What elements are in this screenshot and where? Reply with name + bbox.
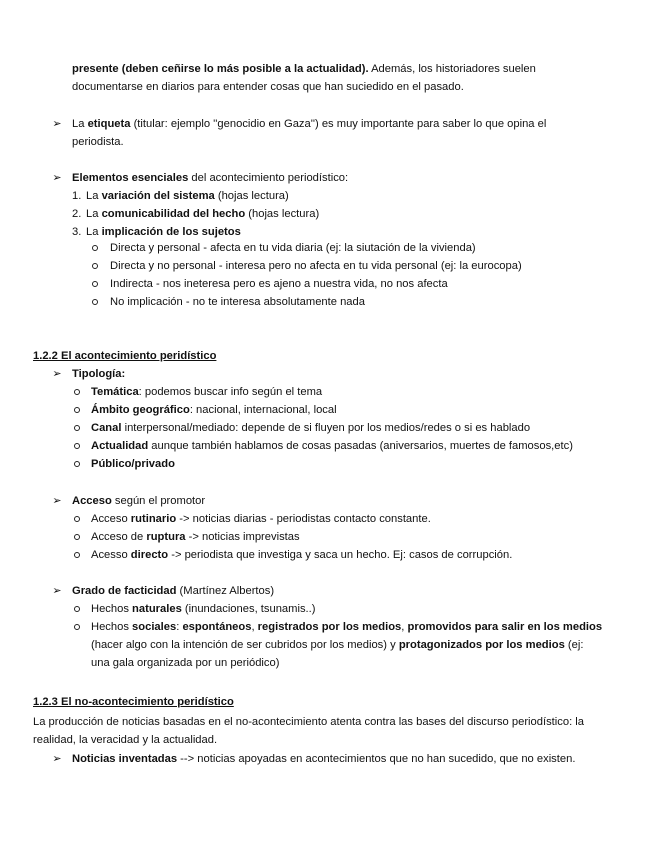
circle-bullet-icon xyxy=(74,425,80,431)
list-item-continued: una gala organizada por un periódico) xyxy=(91,657,280,669)
circle-bullet-icon xyxy=(74,606,80,612)
arrow-bullet-icon: ➢ xyxy=(52,172,62,184)
list-number: 2. xyxy=(72,208,82,220)
list-item: Directa y no personal - interesa pero no afecta en tu vida personal (ej: la eurocopa) xyxy=(110,260,522,272)
list-item: Ámbito geográfico: nacional, internacional, local xyxy=(91,404,337,416)
section-heading: 1.2.2 El acontecimiento peridístico xyxy=(33,350,217,362)
etiqueta-line-2: periodista. xyxy=(72,136,124,148)
circle-bullet-icon xyxy=(74,516,80,522)
circle-bullet-icon xyxy=(74,624,80,630)
list-item: Noticias inventadas --> noticias apoyadas en acontecimientos que no han sucedido, que no existen. xyxy=(72,753,576,765)
tipologia-label: Tipología: xyxy=(72,368,126,380)
grado-heading: Grado de facticidad (Martínez Albertos) xyxy=(72,585,275,597)
circle-bullet-icon xyxy=(74,461,80,467)
list-item: Público/privado xyxy=(91,458,175,470)
arrow-bullet-icon: ➢ xyxy=(52,118,62,130)
paragraph-line: realidad, la veracidad y la actualidad. xyxy=(33,734,218,746)
paragraph-line: La producción de noticias basadas en el no-acontecimiento atenta contra las bases del discurso periodístico: la xyxy=(33,716,585,728)
list-item: La comunicabilidad del hecho (hojas lectura) xyxy=(86,208,320,220)
list-item: Acceso rutinario -> noticias diarias - periodistas contacto constante. xyxy=(91,513,431,525)
intro-line-1: presente (deben ceñirse lo más posible a la actualidad). Además, los historiadores suelen xyxy=(72,63,536,75)
list-item: Temática: podemos buscar info según el tema xyxy=(91,386,323,398)
circle-bullet-icon xyxy=(74,407,80,413)
arrow-bullet-icon: ➢ xyxy=(52,585,62,597)
circle-bullet-icon xyxy=(92,299,98,305)
circle-bullet-icon xyxy=(92,281,98,287)
circle-bullet-icon xyxy=(92,263,98,269)
list-item: Acceso de ruptura -> noticias imprevistas xyxy=(91,531,300,543)
arrow-bullet-icon: ➢ xyxy=(52,368,62,380)
etiqueta-line-1: La etiqueta (titular: ejemplo ''genocidio en Gaza'') es muy importante para saber lo que opina el xyxy=(72,118,547,130)
intro-line-2: documentarse en diarios para entender cosas que han suciedido en el pasado. xyxy=(72,81,464,93)
circle-bullet-icon xyxy=(92,245,98,251)
circle-bullet-icon xyxy=(74,552,80,558)
list-item: Directa y personal - afecta en tu vida diaria (ej: la siutación de la vivienda) xyxy=(110,242,476,254)
list-item: Actualidad aunque también hablamos de cosas pasadas (aniversarios, muertes de famosos,etc) xyxy=(91,440,573,452)
arrow-bullet-icon: ➢ xyxy=(52,495,62,507)
list-item: Hechos naturales (inundaciones, tsunamis..) xyxy=(91,603,316,615)
list-item: No implicación - no te interesa absolutamente nada xyxy=(110,296,365,308)
list-item: La variación del sistema (hojas lectura) xyxy=(86,190,289,202)
list-item: La implicación de los sujetos xyxy=(86,226,241,238)
list-item-continued: (hacer algo con la intención de ser cubridos por los medios) y protagonizados por los medios (ej: xyxy=(91,639,584,651)
circle-bullet-icon xyxy=(74,443,80,449)
list-number: 3. xyxy=(72,226,82,238)
list-number: 1. xyxy=(72,190,82,202)
arrow-bullet-icon: ➢ xyxy=(52,753,62,765)
circle-bullet-icon xyxy=(74,389,80,395)
list-item: Indirecta - nos ineteresa pero es ajeno a nuestra vida, no nos afecta xyxy=(110,278,448,290)
circle-bullet-icon xyxy=(74,534,80,540)
elementos-heading: Elementos esenciales del acontecimiento periodístico: xyxy=(72,172,349,184)
list-item: Acesso directo -> periodista que investiga y saca un hecho. Ej: casos de corrupción. xyxy=(91,549,513,561)
section-heading: 1.2.3 El no-acontecimiento peridístico xyxy=(33,696,234,708)
list-item: Hechos sociales: espontáneos, registrados por los medios, promovidos para salir en los medios xyxy=(91,621,603,633)
list-item: Canal interpersonal/mediado: depende de si fluyen por los medios/redes o si es hablado xyxy=(91,422,531,434)
acceso-heading: Acceso según el promotor xyxy=(72,495,206,507)
